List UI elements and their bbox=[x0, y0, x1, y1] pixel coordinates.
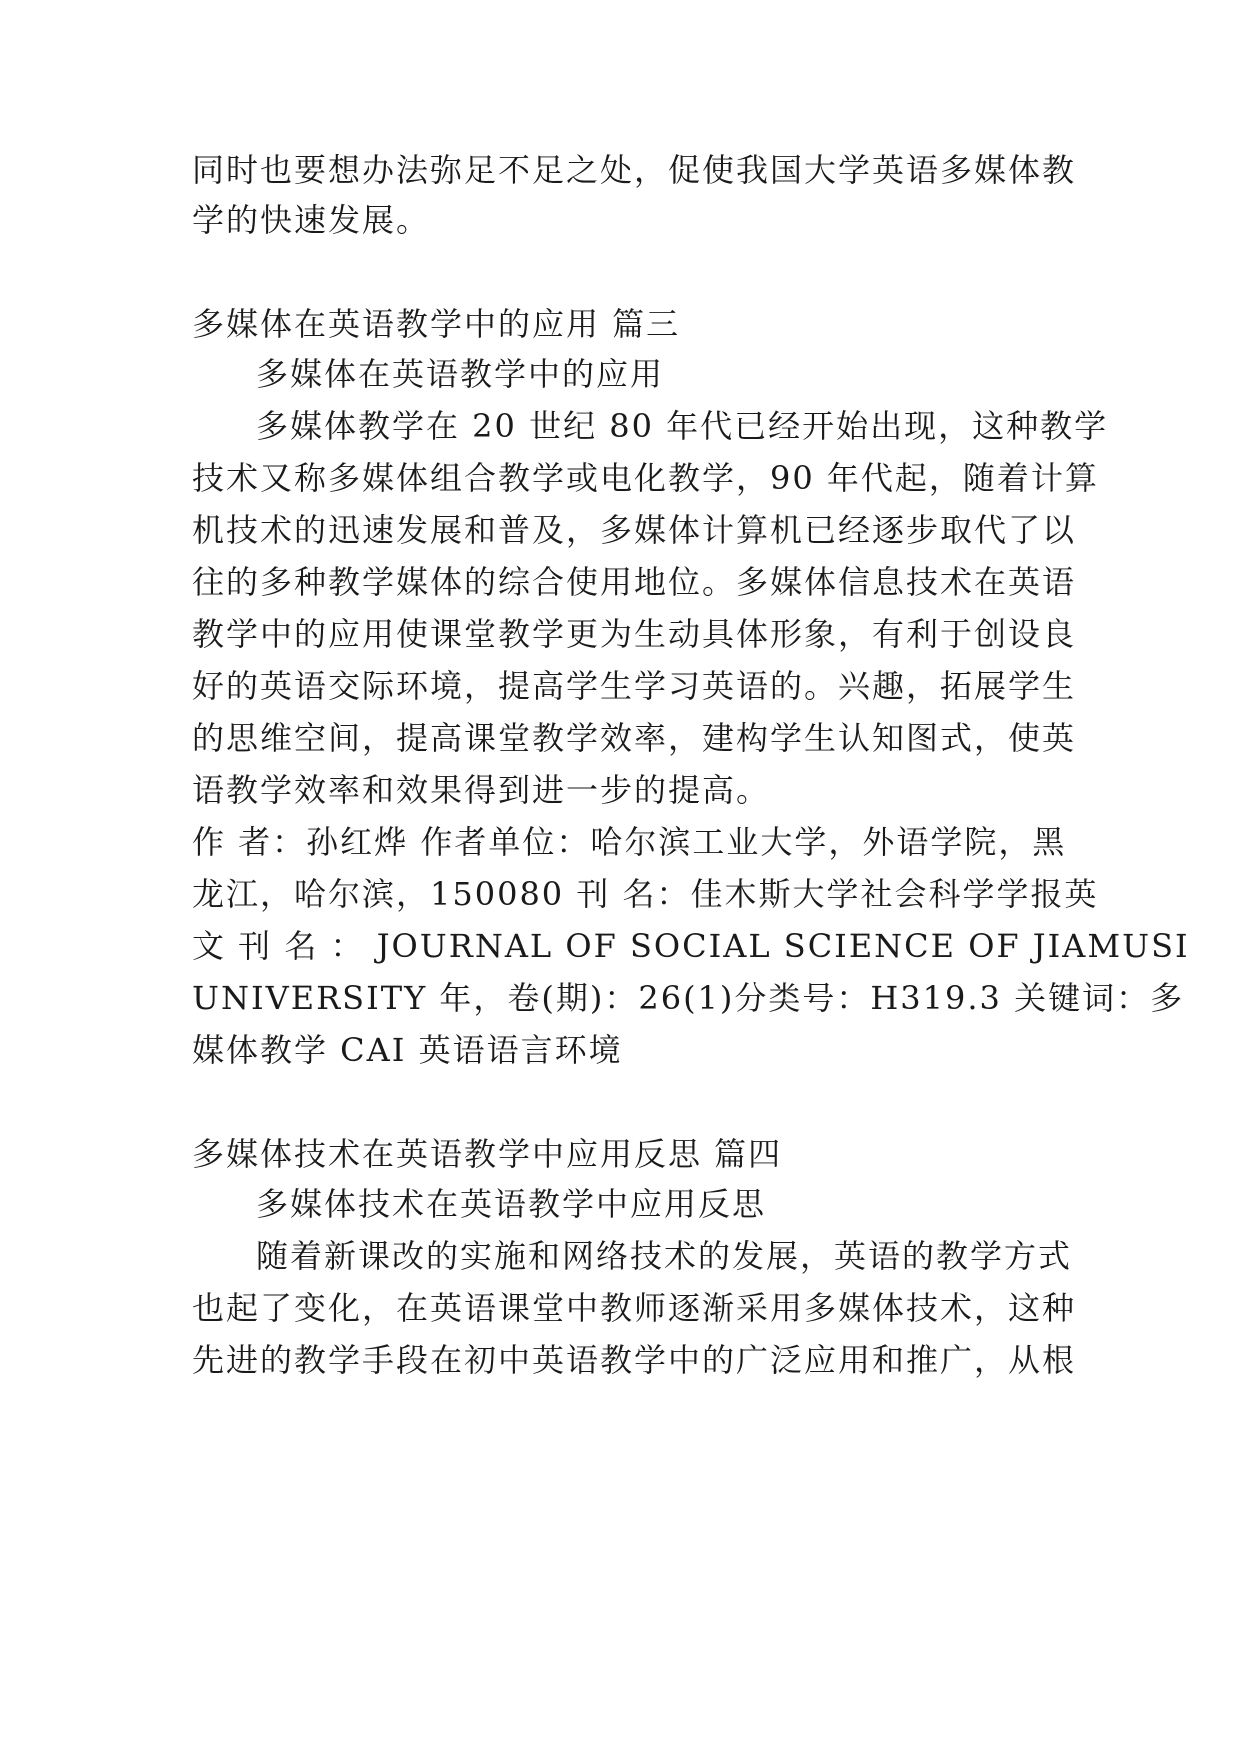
paragraph-line: 也起了变化，在英语课堂中教师逐渐采用多媒体技术，这种 bbox=[192, 1289, 1077, 1327]
meta-line: 媒体教学 CAI 英语语言环境 bbox=[192, 1031, 623, 1069]
meta-line: 龙江，哈尔滨，150080 刊 名：佳木斯大学社会科学学报英 bbox=[192, 875, 1099, 913]
section-subtitle: 多媒体技术在英语教学中应用反思 bbox=[256, 1185, 767, 1223]
paragraph-line: 语教学效率和效果得到进一步的提高。 bbox=[192, 771, 771, 809]
meta-line: UNIVERSITY 年，卷(期)：26(1)分类号：H319.3 关键词：多 bbox=[192, 979, 1185, 1017]
paragraph-line: 往的多种教学媒体的综合使用地位。多媒体信息技术在英语 bbox=[192, 563, 1077, 601]
paragraph-line: 多媒体教学在 20 世纪 80 年代已经开始出现，这种教学 bbox=[256, 407, 1109, 445]
paragraph-line: 的思维空间，提高课堂教学效率，建构学生认知图式，使英 bbox=[192, 719, 1077, 757]
paragraph-line: 好的英语交际环境，提高学生学习英语的。兴趣，拓展学生 bbox=[192, 667, 1077, 705]
section-subtitle: 多媒体在英语教学中的应用 bbox=[256, 355, 665, 393]
meta-line: 作 者：孙红烨 作者单位：哈尔滨工业大学，外语学院，黑 bbox=[192, 823, 1067, 861]
paragraph-line: 机技术的迅速发展和普及，多媒体计算机已经逐步取代了以 bbox=[192, 511, 1077, 549]
paragraph-line: 教学中的应用使课堂教学更为生动具体形象，有利于创设良 bbox=[192, 615, 1077, 653]
section-heading: 多媒体技术在英语教学中应用反思 篇四 bbox=[192, 1135, 783, 1173]
paragraph-line: 学的快速发展。 bbox=[192, 201, 431, 239]
paragraph-line: 随着新课改的实施和网络技术的发展，英语的教学方式 bbox=[256, 1237, 1073, 1275]
paragraph-line: 先进的教学手段在初中英语教学中的广泛应用和推广，从根 bbox=[192, 1341, 1077, 1379]
paragraph-line: 技术又称多媒体组合教学或电化教学，90 年代起，随着计算 bbox=[192, 459, 1099, 497]
paragraph-line: 同时也要想办法弥足不足之处，促使我国大学英语多媒体教 bbox=[192, 151, 1077, 189]
meta-line: 文 刊 名 ： JOURNAL OF SOCIAL SCIENCE OF JIAMUSI bbox=[192, 927, 1190, 965]
section-heading: 多媒体在英语教学中的应用 篇三 bbox=[192, 305, 681, 343]
